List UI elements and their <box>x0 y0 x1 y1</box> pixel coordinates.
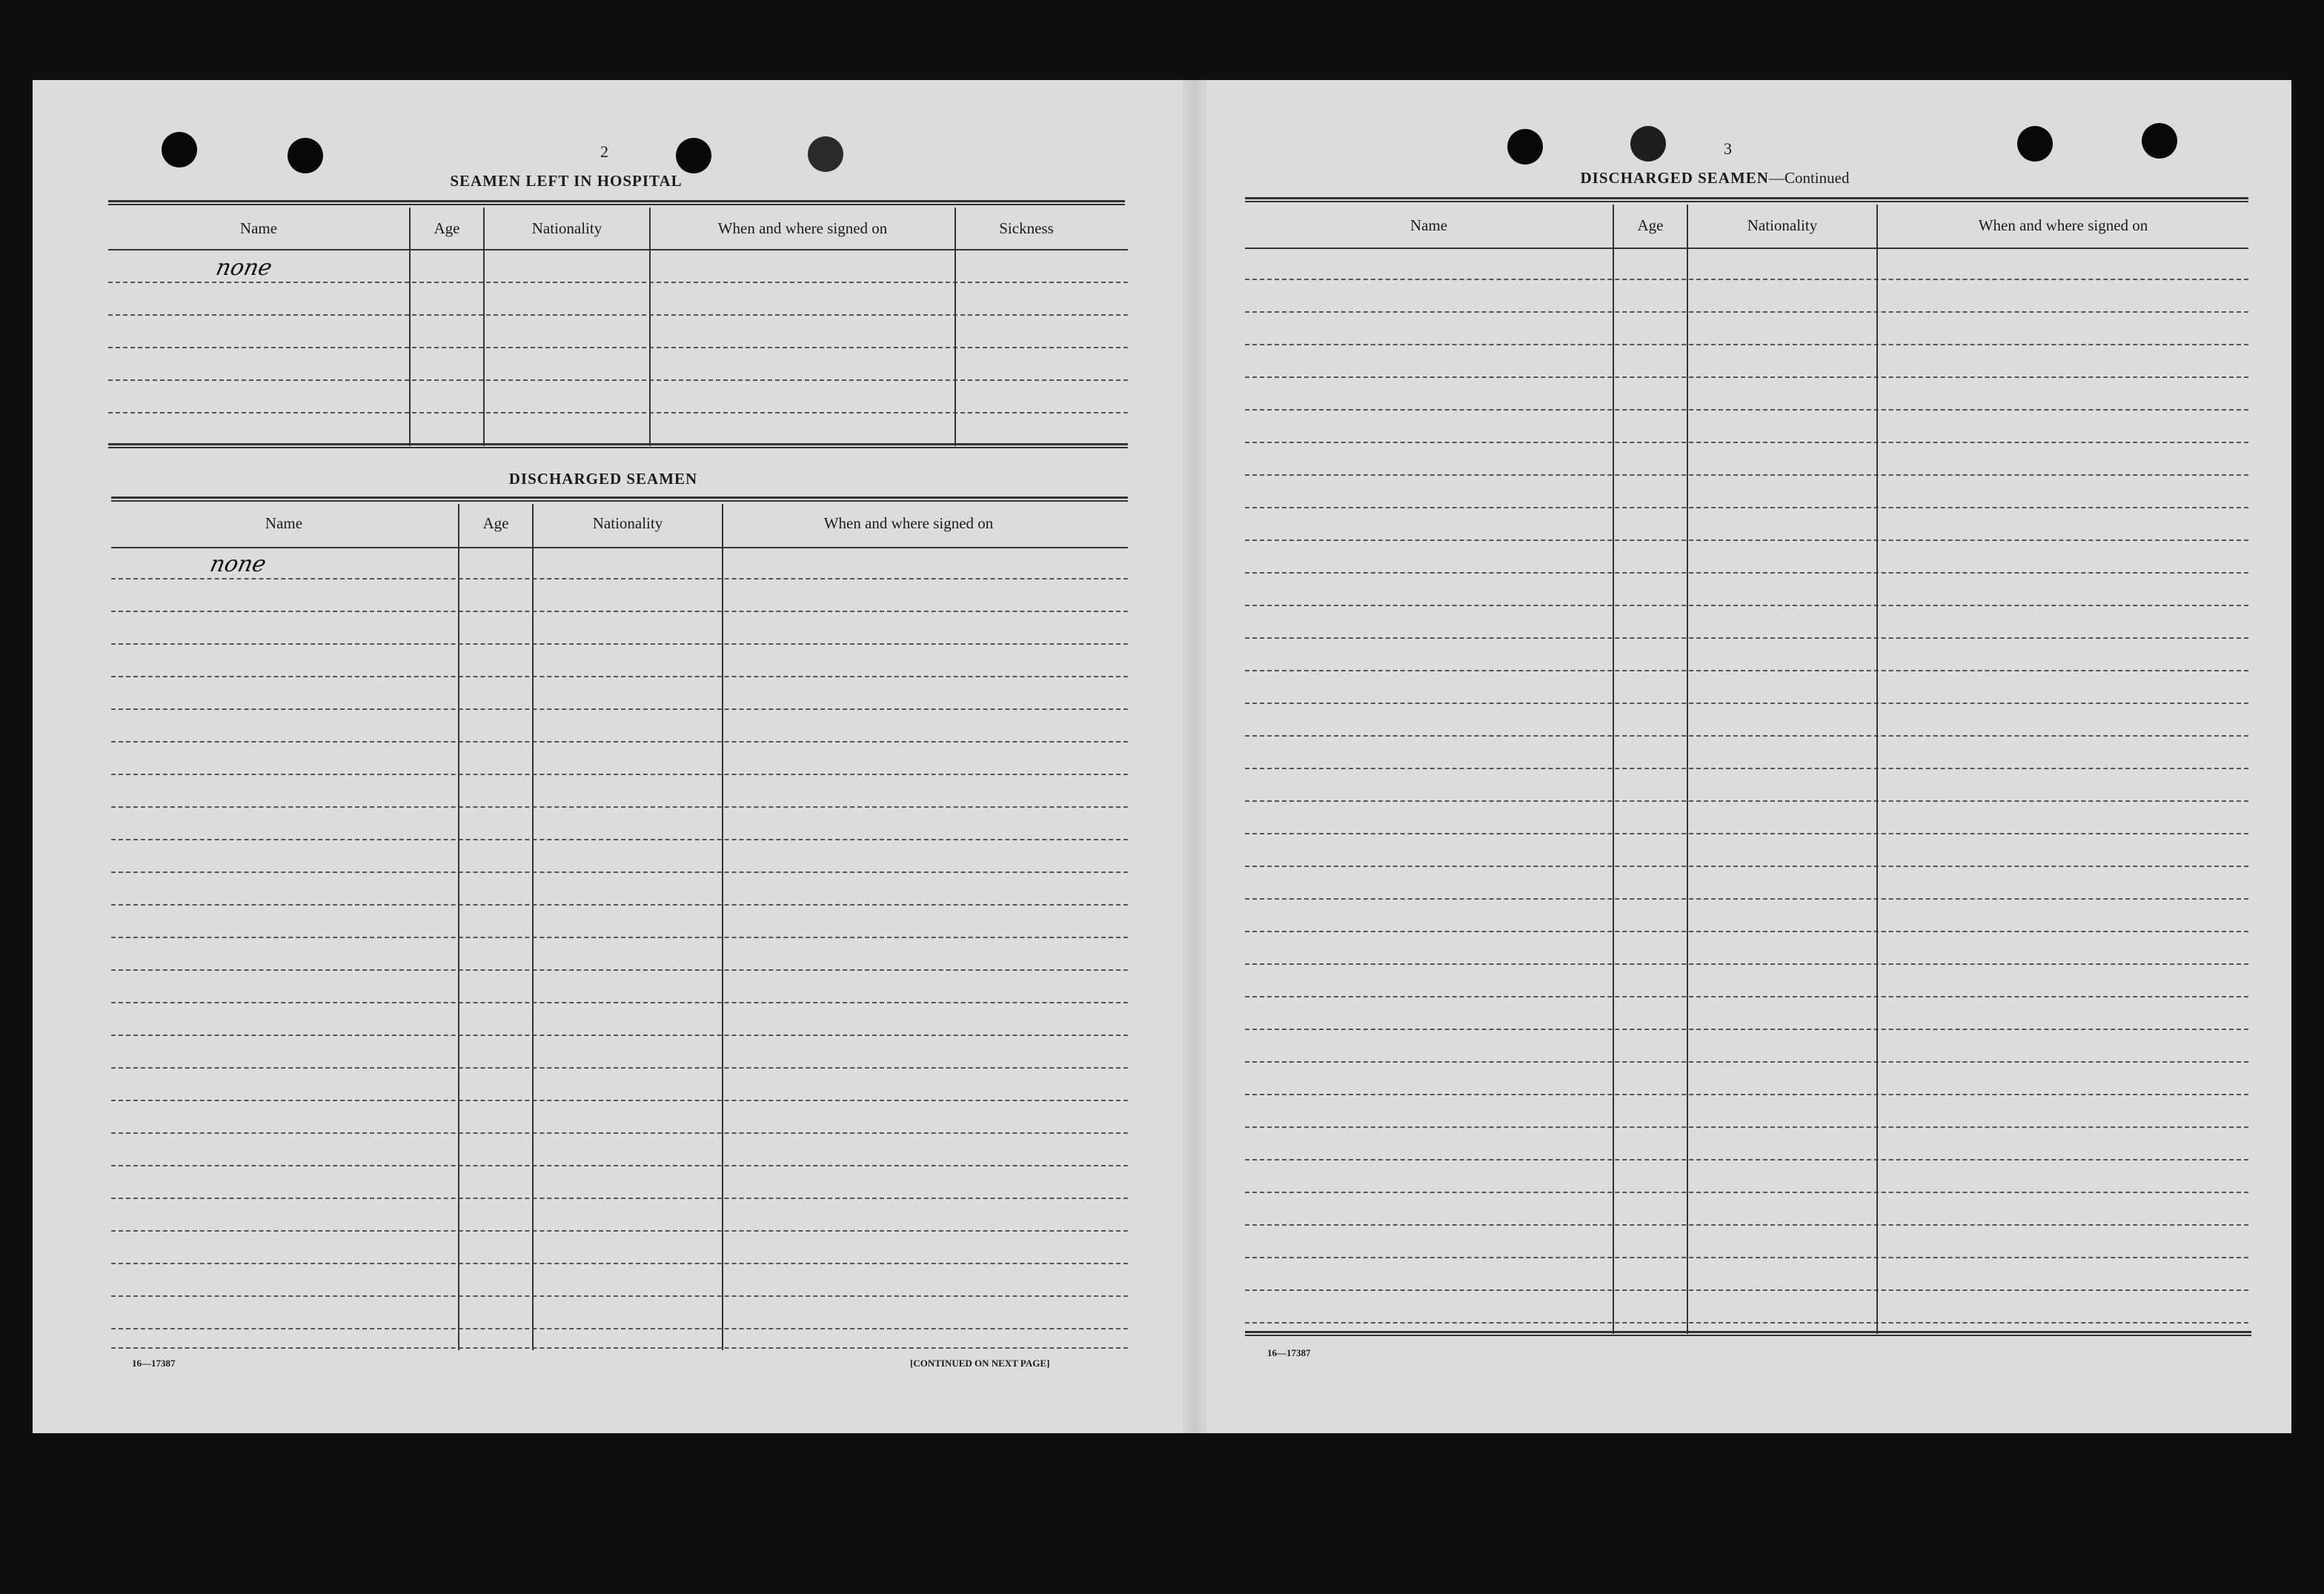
table-row-line <box>1245 311 2248 313</box>
table-row-line <box>108 282 1128 283</box>
discharged-continued-title <box>1552 169 1878 187</box>
table-row-line <box>108 314 1128 316</box>
table-row-line <box>1245 963 2248 965</box>
table-row-line <box>108 412 1128 414</box>
table-row-line <box>1245 866 2248 867</box>
table-row-line <box>1245 474 2248 476</box>
column-divider <box>649 207 651 446</box>
table-row-line <box>1245 605 2248 606</box>
column-header-name: Name <box>239 219 278 237</box>
column-header-name: Name <box>1410 216 1448 234</box>
table-row-line <box>111 774 1128 775</box>
table-row-line <box>1245 637 2248 639</box>
page-number-left: 2 <box>600 142 608 161</box>
table-row-line <box>1245 670 2248 671</box>
table-row-line <box>111 1347 1128 1349</box>
discharged-title-text: DISCHARGED SEAMEN <box>1580 169 1769 187</box>
table-row-line <box>1245 279 2248 280</box>
table-row-line <box>1245 898 2248 900</box>
hospital-top-rule <box>108 200 1125 205</box>
table-row-line <box>111 1100 1128 1101</box>
table-row-line <box>111 904 1128 906</box>
table-row-line <box>1245 1061 2248 1063</box>
column-divider <box>409 207 411 446</box>
column-header-age: Age <box>482 514 509 532</box>
table-row-line <box>108 379 1128 381</box>
punch-hole <box>1630 126 1666 162</box>
column-header-signed-on: When and where signed on <box>717 219 888 237</box>
page-number-right: 3 <box>1724 139 1732 158</box>
handwritten-entry: none <box>208 551 269 577</box>
table-row-line <box>111 1198 1128 1199</box>
table-row-line <box>108 347 1128 348</box>
table-row-line <box>1245 1322 2248 1324</box>
table-row-line <box>111 1295 1128 1297</box>
punch-hole <box>676 138 711 173</box>
column-divider <box>458 504 459 1350</box>
table-row-line <box>111 741 1128 743</box>
table-row-line <box>111 806 1128 808</box>
column-divider <box>954 207 956 446</box>
column-divider <box>532 504 534 1350</box>
table-row-line <box>1245 1192 2248 1193</box>
column-header-name: Name <box>265 514 303 532</box>
table-row-line <box>1245 703 2248 704</box>
table-row-line <box>111 1263 1128 1264</box>
column-divider <box>483 207 485 446</box>
column-header-nationality: Nationality <box>1747 216 1818 234</box>
punch-hole <box>2142 123 2177 159</box>
right-header-rule <box>1245 248 2248 249</box>
hospital-header-rule <box>108 249 1128 250</box>
table-row-line <box>1245 996 2248 997</box>
discharged-header-rule <box>111 547 1128 548</box>
table-row-line <box>111 676 1128 677</box>
continued-note: [CONTINUED ON NEXT PAGE] <box>910 1358 1050 1369</box>
table-row-line <box>1245 442 2248 443</box>
table-row-line <box>111 1002 1128 1003</box>
table-row-line <box>1245 539 2248 541</box>
table-row-line <box>1245 1126 2248 1128</box>
form-number-right: 16—17387 <box>1267 1347 1311 1358</box>
column-header-signed-on: When and where signed on <box>1978 216 2148 234</box>
column-divider <box>1613 205 1614 1334</box>
column-divider <box>1876 205 1878 1334</box>
table-row-line <box>111 871 1128 873</box>
table-row-line <box>1245 1159 2248 1160</box>
right-top-rule <box>1245 197 2248 202</box>
table-row-line <box>1245 1094 2248 1095</box>
table-row-line <box>1245 735 2248 737</box>
table-row-line <box>111 1035 1128 1036</box>
hospital-bottom-rule <box>108 443 1128 448</box>
table-row-line <box>111 937 1128 938</box>
table-row-line <box>1245 1029 2248 1030</box>
punch-hole <box>288 138 323 173</box>
table-row-line <box>1245 1224 2248 1226</box>
table-row-line <box>111 839 1128 840</box>
handwritten-entry: none <box>213 255 275 281</box>
column-header-signed-on: When and where signed on <box>823 514 994 532</box>
hospital-section-title: SEAMEN LEFT IN HOSPITAL <box>450 172 683 190</box>
table-row-line <box>1245 507 2248 508</box>
column-header-age: Age <box>1637 216 1664 234</box>
punch-hole <box>162 132 197 167</box>
document-sheet <box>33 80 2291 1433</box>
punch-hole <box>2017 126 2053 162</box>
table-row-line <box>1245 409 2248 411</box>
table-row-line <box>1245 344 2248 345</box>
table-row-line <box>111 1067 1128 1069</box>
table-row-line <box>111 1165 1128 1166</box>
table-row-line <box>1245 768 2248 769</box>
table-row-line <box>111 969 1128 971</box>
table-row-line <box>111 1328 1128 1329</box>
table-row-line <box>1245 1289 2248 1291</box>
column-header-sickness: Sickness <box>999 219 1054 237</box>
table-row-line <box>111 1230 1128 1232</box>
table-row-line <box>1245 572 2248 574</box>
table-row-line <box>1245 1257 2248 1258</box>
table-row-line <box>1245 931 2248 932</box>
table-row-line <box>111 611 1128 612</box>
column-header-nationality: Nationality <box>592 514 663 532</box>
page-fold <box>1183 80 1206 1433</box>
column-divider <box>722 504 723 1350</box>
continued-suffix: —Continued <box>1768 169 1850 187</box>
table-row-line <box>111 708 1128 710</box>
right-bottom-rule <box>1245 1331 2251 1336</box>
table-row-line <box>1245 376 2248 378</box>
table-row-line <box>1245 833 2248 834</box>
column-header-age: Age <box>434 219 460 237</box>
table-row-line <box>111 1132 1128 1134</box>
punch-hole <box>808 136 843 172</box>
column-header-nationality: Nationality <box>531 219 602 237</box>
discharged-top-rule <box>111 497 1128 502</box>
punch-hole <box>1507 129 1543 165</box>
discharged-section-title: DISCHARGED SEAMEN <box>508 470 698 488</box>
table-row-line <box>111 578 1128 580</box>
table-row-line <box>1245 800 2248 802</box>
table-row-line <box>111 643 1128 645</box>
column-divider <box>1687 205 1688 1334</box>
form-number-left: 16—17387 <box>132 1358 176 1369</box>
